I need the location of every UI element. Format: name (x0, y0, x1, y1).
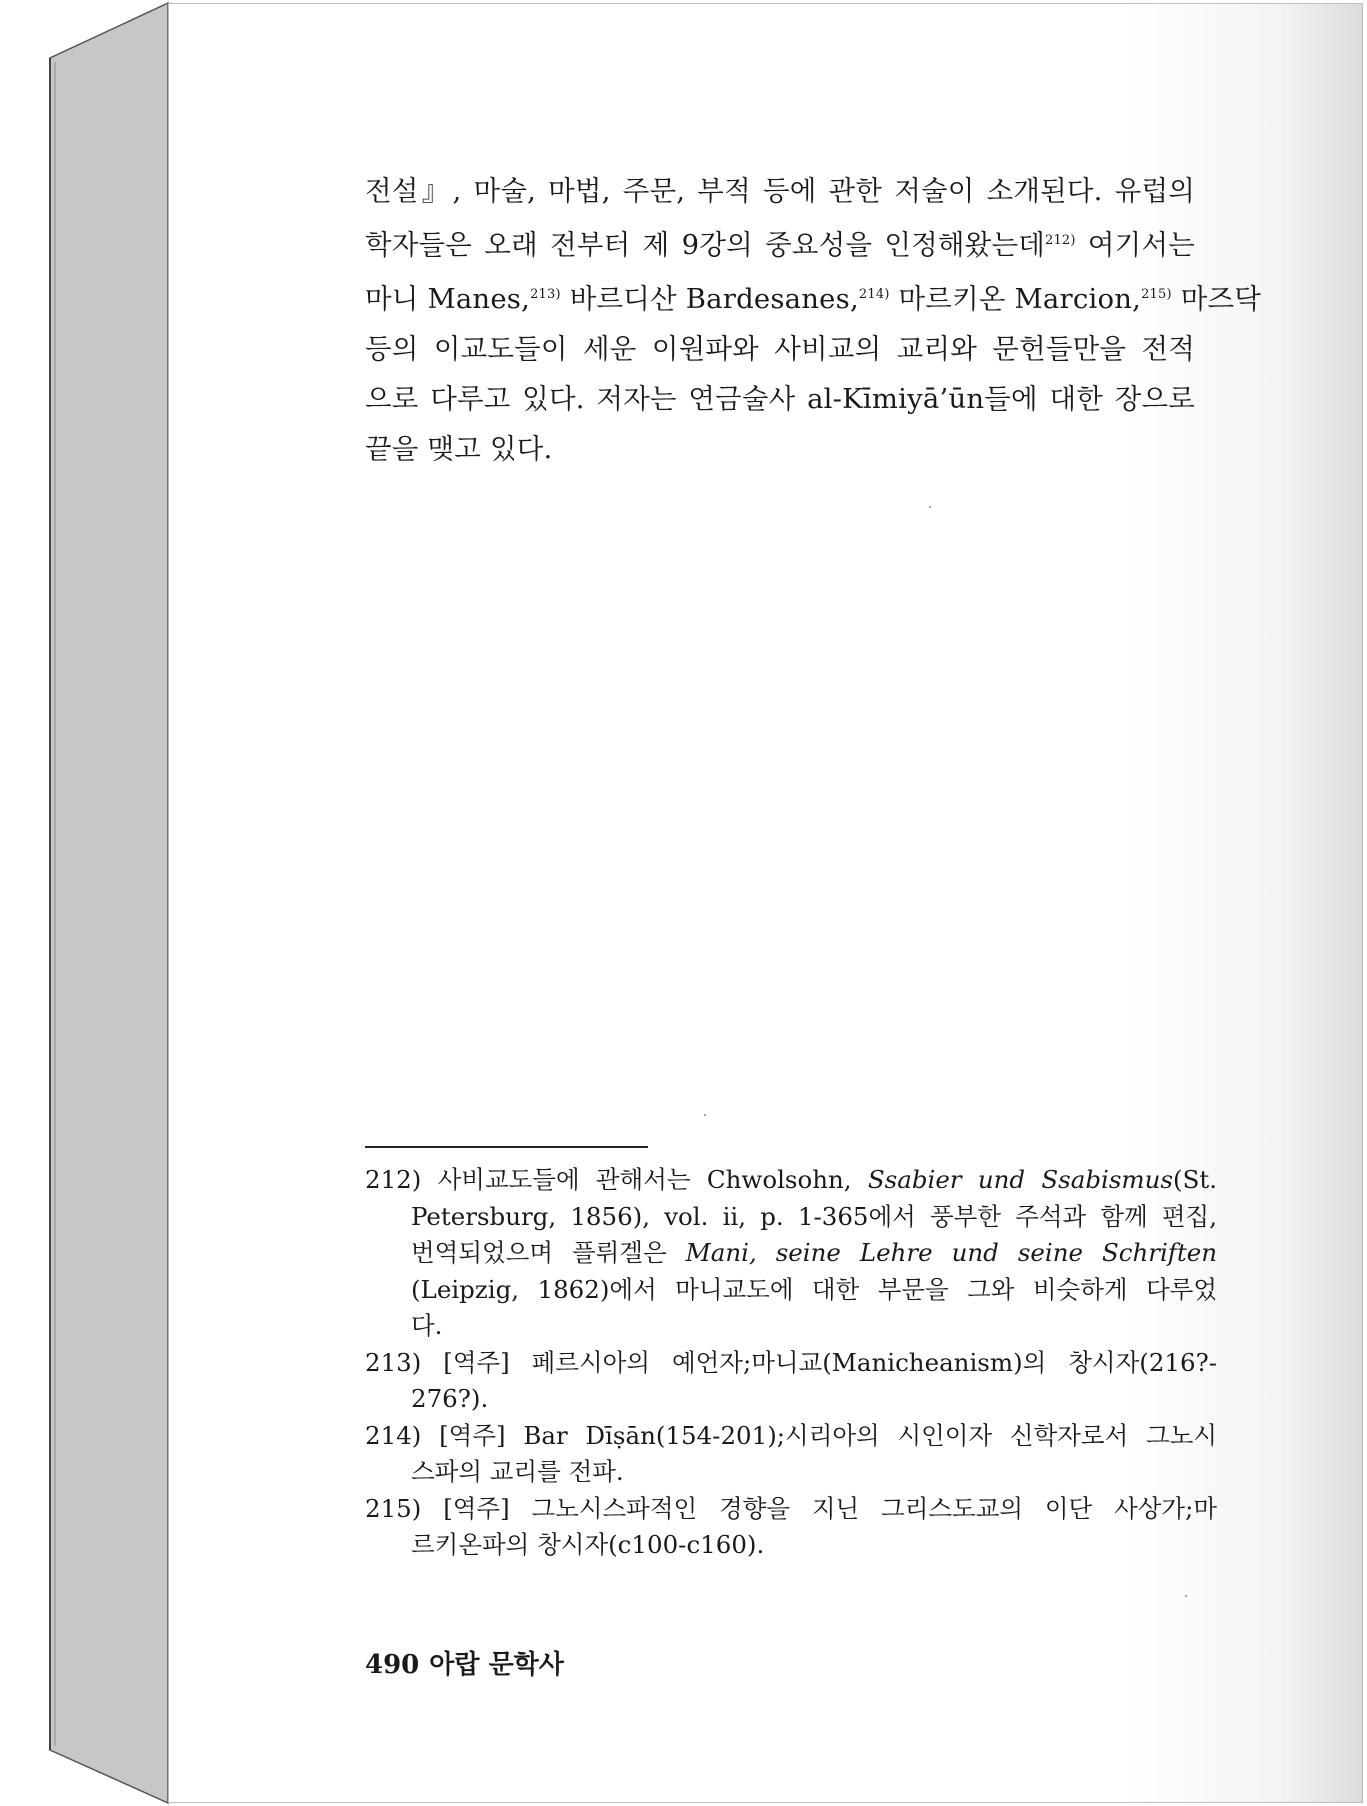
scan-speck (1185, 1595, 1187, 1597)
body-line-2 (365, 216, 1195, 270)
footnote-212 (365, 1162, 1217, 1345)
footnote-text: [역주] 페르시아의 예언자;마니교(Manicheanism)의 창시자(216?- (443, 1347, 1217, 1377)
footnote-number: 213) (365, 1347, 422, 1377)
scan-speck (704, 1114, 706, 1116)
body-bardesanes: 바르디산 Bardesanes, (569, 283, 859, 316)
footnote-ref-215[interactable]: 215) (1141, 287, 1172, 303)
body-mazdak: 마즈닥 (1180, 283, 1261, 316)
body-line-5: 으로 다루고 있다. 저자는 연금술사 al-Kīmiyā’ūn들에 대한 장으로 (365, 383, 1195, 416)
body-line-4: 등의 이교도들이 세운 이원파와 사비교의 교리와 문헌들만을 전적 (365, 333, 1195, 366)
footnote-number: 214) (365, 1420, 422, 1450)
footnote-text: [역주] 그노시스파적인 경향을 지닌 그리스도교의 이단 사상가;마 (443, 1493, 1217, 1523)
footnote-text: [역주] Bar Dīṣān(154-201);시리아의 시인이자 신학자로서 그노시 (439, 1420, 1218, 1450)
footnote-214 (365, 1418, 1217, 1491)
footnote-title-italic: Ssabier und Ssabismus (867, 1165, 1174, 1194)
footnote-ref-214[interactable]: 214) (858, 287, 890, 303)
footnote-number: 215) (365, 1493, 422, 1523)
footnote-215 (365, 1491, 1217, 1564)
body-line-2-end: 여기서는 (1087, 229, 1195, 262)
footnote-ref-212[interactable]: 212) (1044, 233, 1076, 248)
body-line-2-text: 학자들은 오래 전부터 제 9강의 중요성을 인정해왔는데 (365, 229, 1045, 262)
body-marcion: 마르키온 Marcion, (898, 283, 1142, 316)
body-paragraph (365, 166, 1261, 474)
body-line-6: 끝을 맺고 있다. (365, 433, 553, 466)
footnote-212-line-3 (365, 1235, 1217, 1272)
footnote-213-line-2: 276?). (411, 1384, 489, 1413)
footnote-213-line-1 (365, 1345, 1217, 1382)
footnote-212-line-2: Petersburg, 1856), vol. ii, p. 1-365에서 풍부한 주석과 함께 편집, (411, 1201, 1217, 1231)
body-line-3 (365, 270, 1261, 324)
body-manes: 마니 Manes, (365, 283, 531, 316)
footnote-title-italic: Mani, seine Lehre und seine Schriften (685, 1238, 1217, 1267)
footnote-text: 사비교도들에 관해서는 Chwolsohn, (437, 1165, 852, 1194)
footnote-text: (St. (1173, 1165, 1217, 1194)
page-number: 490 (365, 1650, 420, 1680)
page-footer (365, 1650, 564, 1680)
book-page (168, 3, 1363, 1803)
footnote-213 (365, 1345, 1217, 1418)
footnote-214-line-2: 스파의 교리를 전파. (411, 1457, 624, 1486)
footnote-215-line-2: 르키온파의 창시자(c100-c160). (411, 1530, 765, 1559)
footnote-number: 212) (365, 1165, 422, 1194)
running-title: 아랍 문학사 (429, 1650, 564, 1680)
footnote-212-line-5: 다. (411, 1311, 443, 1340)
footnote-214-line-1 (365, 1418, 1217, 1455)
footnote-divider (365, 1146, 648, 1148)
footnote-212-line-1 (365, 1162, 1217, 1199)
footnote-ref-213[interactable]: 213) (530, 287, 561, 303)
footnote-text: 번역되었으며 플뤼겔은 (411, 1238, 667, 1267)
scan-speck (929, 506, 931, 508)
footnote-215-line-1 (365, 1491, 1217, 1528)
footnotes (365, 1162, 1217, 1564)
footnote-212-line-4: (Leipzig, 1862)에서 마니교도에 대한 부문을 그와 비슷하게 다루었 (411, 1274, 1217, 1304)
body-line-1: 전설』, 마술, 마법, 주문, 부적 등에 관한 저술이 소개된다. 유럽의 (365, 175, 1195, 207)
